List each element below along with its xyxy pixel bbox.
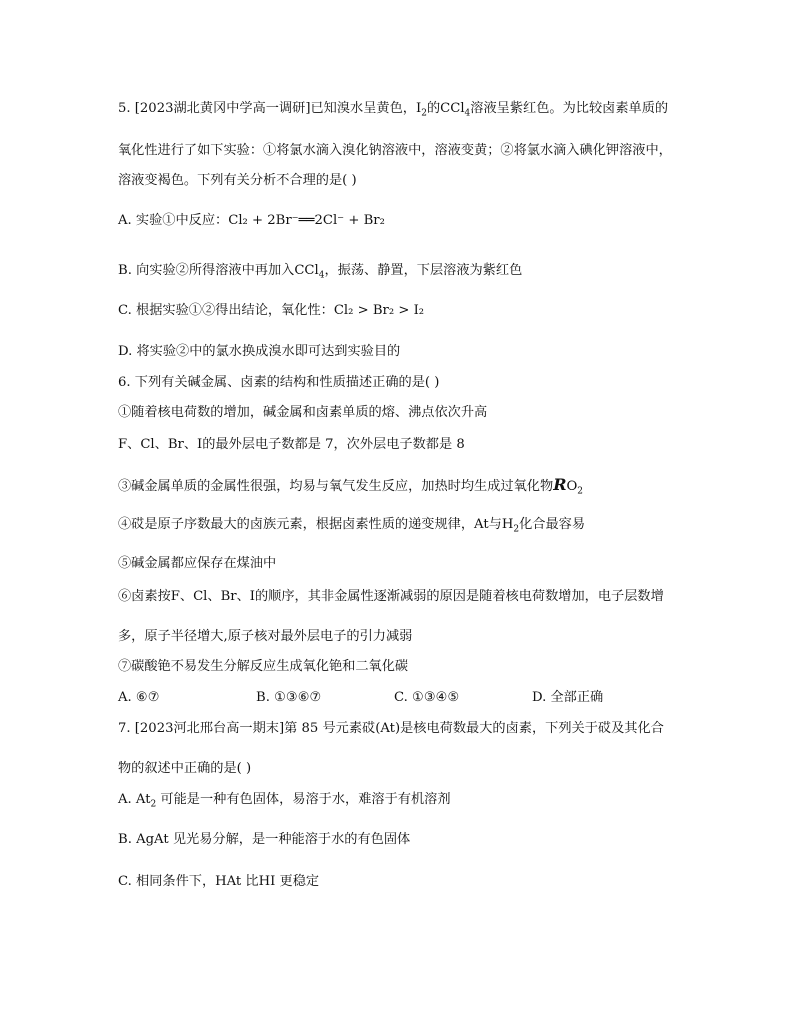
q7-option-a-text: 可能是一种有色固体，易溶于水，难溶于有机溶剂 <box>156 792 451 807</box>
q5-i2: I <box>416 101 422 116</box>
q7-stem-line-2: 物的叙述中正确的是( ) <box>118 761 252 776</box>
q5-option-c <box>118 302 424 320</box>
q5-option-a-equation: Cl₂ + 2Br⁻══2Cl⁻ + Br₂ <box>228 213 385 228</box>
q6-statement-3 <box>118 476 583 496</box>
q6-statement-3-o: O <box>566 479 578 494</box>
q5-option-b-ccl4: CCl <box>294 263 319 278</box>
q5-option-b-ccl4-sub: 4 <box>318 270 325 281</box>
q6-statement-5: ⑤碱金属都应保存在煤油中 <box>118 556 277 571</box>
q5-option-c-label: C. 根据实验①②得出结论，氧化性： <box>118 303 334 318</box>
q6-statement-3-r: R <box>553 475 567 494</box>
q6-statement-3-text: ③碱金属单质的金属性很强，均易与氧气发生反应，加热时均生成过氧化物 <box>118 479 554 494</box>
q5-ccl4-sub: 4 <box>464 108 471 119</box>
q6-statement-6-line-2: 多，原子半径增大,原子核对最外层电子的引力减弱 <box>118 629 413 644</box>
q6-statement-3-o-sub: 2 <box>577 486 584 497</box>
q6-stem: 6. 下列有关碱金属、卤素的结构和性质描述正确的是( ) <box>118 375 440 390</box>
q6-statement-4-suffix: 化合最容易 <box>519 517 586 532</box>
q7-option-a-sub: 2 <box>150 799 157 810</box>
q5-option-b-suffix: ，振荡、静置，下层溶液为紫红色 <box>324 263 523 278</box>
q6-statement-4 <box>118 516 585 534</box>
q7-option-a-label: A. At <box>118 792 151 807</box>
q5-option-a-label: A. 实验①中反应： <box>118 213 229 228</box>
q6-option-c: C. ①③④⑤ <box>394 690 460 705</box>
q7-stem-line-1: 7. [2023河北邢台高一期末]第 85 号元素砹(At)是核电荷数最大的卤素，下列关于砹及其化合 <box>118 721 664 736</box>
q6-statement-7: ⑦碳酸铯不易发生分解反应生成氧化铯和二氧化碳 <box>118 659 409 674</box>
q5-ccl4: CCl <box>440 101 465 116</box>
q7-option-c: C. 相同条件下，HAt 比HI 更稳定 <box>118 874 320 889</box>
q6-statement-4-h-sub: 2 <box>513 524 520 535</box>
q5-option-b <box>118 262 522 280</box>
q5-option-c-equation: Cl₂ > Br₂ > I₂ <box>333 303 425 318</box>
q5-option-a <box>118 212 385 230</box>
q6-statement-1: ①随着核电荷数的增加，碱金属和卤素单质的熔、沸点依次升高 <box>118 405 488 420</box>
q6-statement-4-text: ④砹是原子序数最大的卤族元素，根据卤素性质的递变规律，At与 <box>118 517 502 532</box>
q6-statement-6-line-1: ⑥卤素按F、Cl、Br、I的顺序，其非金属性逐渐减弱的原因是随着核电荷数增加，电子层数增 <box>118 589 664 604</box>
q5-stem-text: 5. [2023湖北黄冈中学高一调研]已知溴水呈黄色， <box>118 101 416 116</box>
q6-option-a: A. ⑥⑦ <box>118 690 160 705</box>
q5-stem-line-1 <box>118 100 668 118</box>
q5-stem-line-3: 溶液变褐色。下列有关分析不合理的是( ) <box>118 173 357 188</box>
q5-option-d: D. 将实验②中的氯水换成溴水即可达到实验目的 <box>118 344 401 359</box>
q6-option-b: B. ①③⑥⑦ <box>256 690 322 705</box>
q6-statement-4-h: H <box>501 517 514 532</box>
q5-option-b-label: B. 向实验②所得溶液中再加入 <box>118 263 295 278</box>
q5-i2-sub: 2 <box>421 108 427 119</box>
q7-option-a <box>118 791 451 809</box>
q7-option-b: B. AgAt 见光易分解，是一种能溶于水的有色固体 <box>118 832 411 847</box>
q5-stem-text-c: 溶液呈紫红色。为比较卤素单质的 <box>470 101 669 116</box>
q5-stem-text-b: 的 <box>426 101 441 116</box>
q6-statement-2: F、Cl、Br、I的最外层电子数都是 7，次外层电子数都是 8 <box>118 437 465 452</box>
q5-stem-line-2: 氧化性进行了如下实验：①将氯水滴入溴化钠溶液中，溶液变黄；②将氯水滴入碘化钾溶液中， <box>118 143 672 158</box>
q6-option-d: D. 全部正确 <box>532 690 604 705</box>
